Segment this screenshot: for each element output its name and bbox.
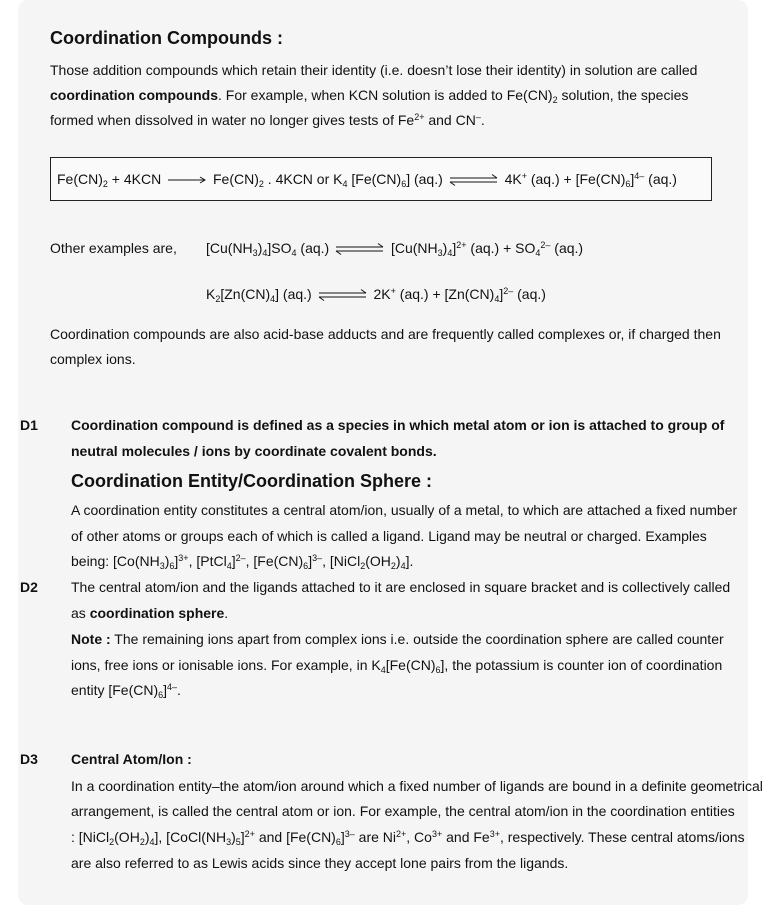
equilibrium-arrow-icon bbox=[335, 243, 385, 255]
complexes-paragraph-line-1: Coordination compounds are also acid-base adducts and are frequently called complexes or, if charged then bbox=[50, 326, 721, 342]
central-atom-line-1: In a coordination entity–the atom/ion around which a fixed number of ligands are bound in a definite geometrical bbox=[71, 778, 763, 794]
equilibrium-arrow-icon bbox=[449, 174, 499, 186]
definition-d2-line-2: as coordination sphere. bbox=[71, 605, 229, 621]
equation-zn: $K_2[Zn(CN)_4]$ (aq.) 2K+ $(aq.) + [Zn(CN)_4]^{2-}$ (aq.) bbox=[206, 286, 546, 304]
note-line-2: ions, free ions or ionisable ions. For example, in $K_4[Fe(CN)_6]$, the potassium is counter ion of coordination bbox=[71, 657, 723, 675]
note-label: Note : bbox=[71, 631, 111, 647]
definition-label-d1: D1 bbox=[20, 417, 38, 433]
definition-d1-line-2: neutral molecules / ions by coordinate covalent bonds. bbox=[71, 443, 437, 459]
entity-section-title: Coordination Entity/Coordination Sphere : bbox=[71, 471, 432, 491]
intro-paragraph-line-1: Those addition compounds which retain their identity (i.e. doesn’t lose their identity) in solution are called bbox=[50, 62, 698, 78]
reaction-arrow-icon bbox=[167, 175, 207, 185]
bold-term: coordination sphere bbox=[89, 605, 225, 621]
other-examples-label: Other examples are, bbox=[50, 240, 177, 256]
central-atom-line-3: : $[NiCl_2(OH_2)_4]$, $[CoCl(NH_3)_5]^{2+}$ and $[Fe(CN)_6]^{3-}$ are $Ni^{2+}$, $Co^{3+}$ and $Fe^{3+}$, respectively. These central atoms/ions bbox=[71, 829, 745, 847]
intro-paragraph-line-2: coordination compounds. For example, when KCN solution is added to $Fe(CN)_2$ solution, the species bbox=[50, 87, 689, 105]
note-line-1: Note : The remaining ions apart from complex ions i.e. outside the coordination sphere are called counter bbox=[71, 631, 724, 647]
section-title: Coordination Compounds : bbox=[50, 28, 283, 48]
definition-label-d3: D3 bbox=[20, 751, 38, 767]
bold-term: coordination compounds bbox=[50, 87, 218, 103]
boxed-equation: $Fe(CN)_2 + 4KCN$ $Fe(CN)_2$ . 4KCN or $K_4$ $[Fe(CN)_6]$ (aq.) 4K+ $(aq.) + [Fe(CN)_6]^{4-}$ (aq.) bbox=[50, 157, 712, 201]
intro-paragraph-line-3: formed when dissolved in water no longer gives tests of $Fe^{2+}$ and CN–. bbox=[50, 112, 485, 128]
entity-line-1: A coordination entity constitutes a central atom/ion, usually of a metal, to which are attached a fixed number bbox=[71, 502, 738, 518]
entity-line-2: of other atoms or groups each of which is called a ligand. Ligand may be neutral or charged. Examples bbox=[71, 528, 707, 544]
equilibrium-arrow-icon bbox=[318, 289, 368, 301]
note-line-3: entity $[Fe(CN)_6]^{4-}$. bbox=[71, 682, 181, 700]
definition-label-d2: D2 bbox=[20, 579, 38, 595]
central-atom-line-4: are also referred to as Lewis acids since they accept lone pairs from the ligands. bbox=[71, 855, 569, 871]
central-atom-title: Central Atom/Ion : bbox=[71, 751, 192, 767]
complexes-paragraph-line-2: complex ions. bbox=[50, 351, 136, 367]
central-atom-line-2: arrangement, is called the central atom or ion. For example, the central atom/ion in the coordination entities bbox=[71, 803, 735, 819]
entity-line-3: being: $[Co(NH_3)_6]^{3+}$, [PtCl$_4$]$^{2-}$, $[Fe(CN)_6]^{3-}$, $[NiCl_2(OH_2)_4]$. bbox=[71, 553, 414, 571]
definition-d2-line-1: The central atom/ion and the ligands attached to it are enclosed in square bracket and is collectively called bbox=[71, 579, 731, 595]
equation-cu: $[Cu(NH_3)_4]SO_4$ (aq.) $[Cu(NH_3)_4]^{2+}$ $(aq.) + SO_4^{2-}$ (aq.) bbox=[206, 240, 584, 258]
definition-d1-line-1: Coordination compound is defined as a species in which metal atom or ion is attached to group of bbox=[71, 417, 725, 433]
